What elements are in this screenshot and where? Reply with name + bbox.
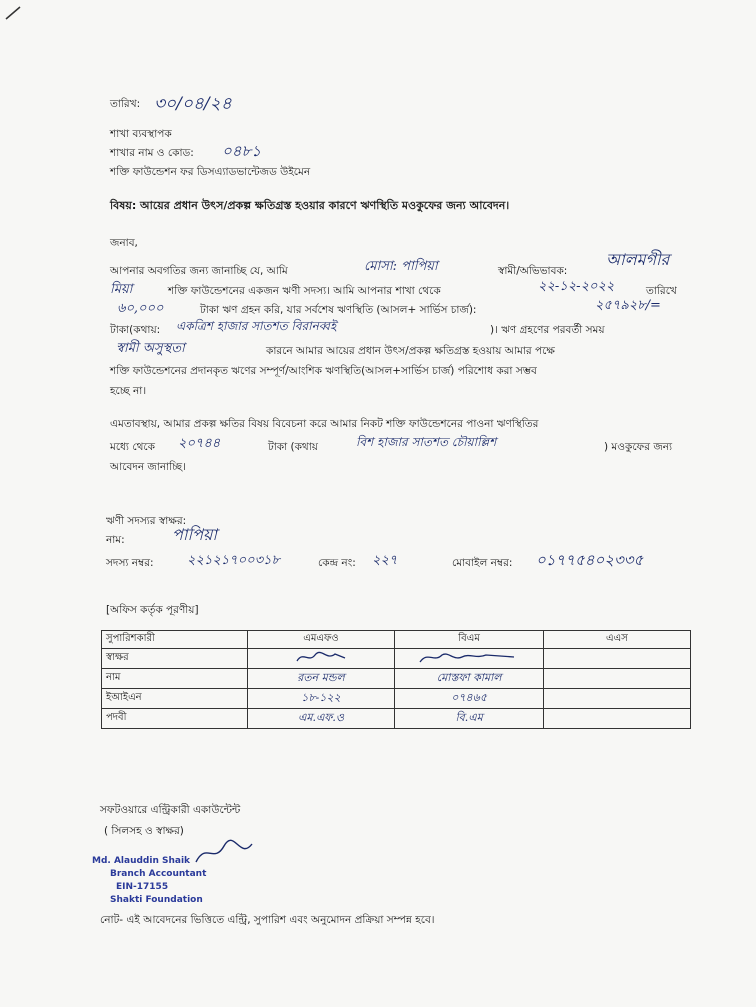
as-ein (543, 689, 690, 709)
as-name (543, 669, 690, 689)
table-row (102, 709, 691, 729)
stamp-org: Shakti Foundation (110, 895, 203, 905)
member-sign-label: ঋণী সদস্যর স্বাক্ষর: (106, 515, 187, 527)
org-line: শক্তি ফাউন্ডেশন ফর ডিসএ্যাডভান্টেজড উইমেন (110, 166, 311, 178)
row-label: নাম (102, 669, 248, 689)
branch-code: ০৪৮১ (222, 142, 261, 160)
waiver-amount-handwritten: ২০৭৪৪ (178, 436, 221, 451)
body-l7: হচ্ছে না। (110, 385, 147, 397)
row-label: ইআইএন (102, 689, 248, 709)
member-name-label: নাম: (106, 534, 125, 546)
table-row (102, 689, 691, 709)
member-id-label: সদস্য নম্বর: (106, 557, 154, 569)
bm-designation: বি.এম (455, 711, 483, 724)
table-row (102, 669, 691, 689)
mobile-value: ০১৭৭৫৪০২৩৩৫ (536, 551, 644, 569)
as-signature (543, 649, 690, 669)
row-label: পদবী (102, 709, 248, 729)
mfo-designation: এম.এফ.ও (297, 711, 344, 724)
para2-l2-c: ) মওকুফের জন্য (604, 441, 673, 453)
bm-ein: ০৭৪৬৫ (451, 691, 487, 704)
office-table (101, 630, 691, 729)
loan-amount-handwritten: ৬০,০০০ (117, 301, 164, 316)
para2-l2-b: টাকা (কথায় (268, 441, 318, 453)
note: নোট- এই আবেদনের ভিত্তিতে এন্ট্রি, সুপারিশ এবং অনুমোদন প্রক্রিয়া সম্পন্ন হবে। (100, 914, 435, 926)
reason-handwritten: স্বামী অসুস্থতা (116, 341, 185, 356)
signature-scribble (414, 649, 524, 665)
manager-line: শাখা ব্যবস্থাপক (110, 128, 172, 140)
member-signature: পাপিয়া (172, 525, 218, 544)
subject-line: বিষয়: আয়ের প্রধান উৎস/প্রকল্প ক্ষতিগ্রস্ত হওয়ার কারণে ঋণস্থিতি মওকুফের জন্য আবেদন। (110, 199, 510, 212)
para2-l2-a: মধ্যে থেকে (110, 441, 155, 453)
body-l1-a: আপনার অবগতির জন্য জানাচ্ছি যে, আমি (110, 265, 288, 277)
body-l5-a: কারনে আমার আয়ের প্রধান উৎস/প্রকল্প ক্ষতিগ্রস্ত হওয়ায় আমার পক্ষে (266, 345, 555, 357)
center-label: কেন্দ্র নং: (318, 557, 356, 569)
salutation: জনাব, (110, 237, 138, 249)
stamp-ein: EIN-17155 (116, 882, 169, 892)
accountant-line2: ( সিলসহ ও স্বাক্ষর) (104, 825, 184, 837)
office-title: [অফিস কর্তৃক পূরণীয়] (106, 604, 199, 616)
signature-scribble (291, 649, 351, 665)
body-l4-b: )। ঋণ গ্রহণের পরবর্তী সময় (490, 324, 605, 336)
body-l4-a: টাকা(কথায়: (110, 324, 161, 336)
accountant-signature (192, 838, 262, 868)
body-l1-b: স্বামী/অভিভাবক: (498, 265, 568, 277)
stamp-title: Branch Accountant (110, 869, 207, 879)
row-label: স্বাক্ষর (102, 649, 248, 669)
accountant-line1: সফটওয়ারে এন্ট্রিকারী একাউন্টেন্ট (100, 804, 241, 816)
bm-name: মোস্তফা কামাল (436, 671, 502, 684)
member-id-value: ২২১২১৭০০৩১৮ (187, 553, 280, 568)
header-cell: এমএফও (247, 631, 395, 649)
body-l2-b: তারিখে (646, 285, 677, 297)
guardian-handwritten: আলমগীর (606, 250, 670, 269)
member-name-handwritten: মোসা: পাপিয়া (364, 259, 438, 274)
accountant-stamp (92, 856, 257, 906)
table-row (102, 631, 691, 649)
branch-label: শাখার নাম ও কোড: (110, 147, 194, 159)
waiver-words-handwritten: বিশ হাজার সাতশত চৌয়াল্লিশ (356, 435, 497, 449)
para2-l3: আবেদন জানাচ্ছি। (110, 461, 186, 473)
mfo-name: রতন মন্ডল (297, 671, 345, 684)
corner-mark (4, 3, 24, 23)
para2-l1: এমতাবস্থায়, আমার প্রকল্প ক্ষতির বিষয় বিবেচনা করে আমার নিকট শক্তি ফাউন্ডেশনের পাওনা ঋণস্থিতির (110, 418, 539, 430)
stamp-name: Md. Alauddin Shaik (92, 856, 191, 866)
balance-handwritten: ২৫৭৯২৮/= (595, 298, 661, 313)
center-value: ২২৭ (372, 553, 398, 568)
body-l2-a: শক্তি ফাউন্ডেশনের একজন ঋণী সদস্য। আমি আপনার শাখা থেকে (168, 285, 441, 297)
as-designation (543, 709, 690, 729)
mfo-signature (247, 649, 395, 669)
mfo-ein: ১৮-১২২ (301, 691, 341, 704)
table-row (102, 649, 691, 669)
loan-date-handwritten: ২২-১২-২০২২ (538, 279, 615, 294)
header-cell: বিএম (395, 631, 544, 649)
guardian-handwritten-2: মিয়া (110, 282, 133, 297)
body-l6: শক্তি ফাউন্ডেশনের প্রদানকৃত ঋণের সম্পূর্ণ/আংশিক ঋণস্থিতি(আসল+সার্ভিস চার্জ) পরিশোধ করা সম্ভব (110, 365, 537, 377)
mobile-label: মোবাইল নম্বর: (452, 557, 513, 569)
date-value: ৩০/০৪/২৪ (154, 94, 232, 114)
body-l3-a: টাকা ঋণ গ্রহন করি, যার সর্বশেষ ঋণস্থিতি (আসল+ সার্ভিস চার্জ): (200, 304, 477, 316)
date-label: তারিখ: (110, 98, 141, 110)
balance-words-handwritten: একত্রিশ হাজার সাতশত বিরানব্বই (176, 319, 337, 333)
bm-signature (395, 649, 544, 669)
header-cell: এএস (543, 631, 690, 649)
header-cell: সুপারিশকারী (102, 631, 248, 649)
